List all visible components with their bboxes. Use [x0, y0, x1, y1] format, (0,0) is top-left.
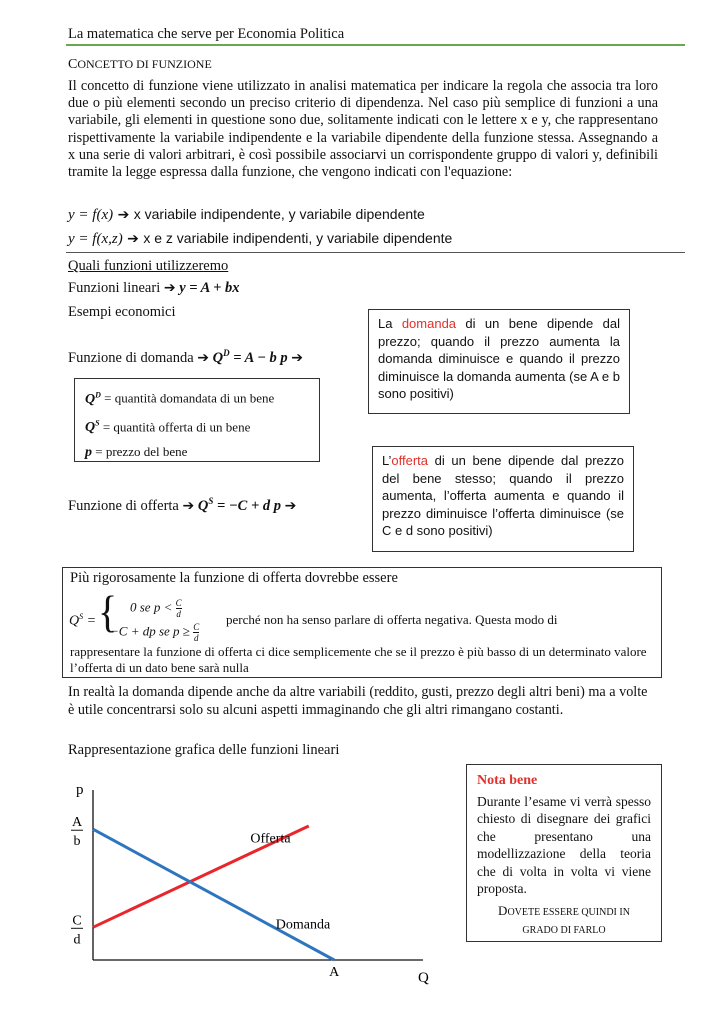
nota-bene-footer: DOVETE ESSERE QUINDI IN GRADO DI FARLO [498, 902, 630, 936]
legend-qd: $Q^D$ = quantità domandata di un bene [85, 390, 275, 407]
demand-function-row [68, 348, 303, 367]
y-tick-label-num: C [72, 913, 82, 929]
linear-functions-label: Funzioni lineari [68, 280, 161, 296]
linear-functions-row [68, 280, 240, 297]
section-title-rest: ONCETTO DI FUNZIONE [77, 57, 212, 71]
piecewise-brace: { [98, 586, 118, 637]
y-tick-label-num: A [71, 815, 83, 831]
header-divider [66, 44, 685, 46]
equation-2: y = f(x,z) [68, 231, 123, 247]
demand-highlight: domanda [401, 316, 457, 331]
piecewise-case-1: 0 se p < $\frac{C}{d}$ [130, 598, 182, 619]
rigorous-intro: Più rigorosamente la funzione di offerta dovrebbe essere [70, 570, 398, 586]
double-arrow-right-icon: ➔ [163, 280, 176, 296]
equation-row-2 [68, 230, 452, 248]
nota-bene-body: Durante l’esame vi verrà spesso chiesto di disegnare dei grafici che presentano una modellizzazione della teoria che di volta in volta vi viene proposta. [477, 793, 651, 896]
double-arrow-right-icon: ➔ [197, 349, 210, 366]
series-label-offerta: Offerta [250, 831, 291, 847]
section-title [68, 57, 212, 73]
supply-explanation-box: L’offerta di un bene dipende dal prezzo del bene stesso; quando il prezzo aumenta, l’offerta aumenta e quando il prezzo diminuisce l’offerta diminuisce (se C e d sono positivi) [372, 446, 634, 552]
x-axis-label: Q [418, 970, 429, 986]
symbols-legend-box [74, 378, 320, 462]
equation-1-text: x variabile indipendente, y variabile dipendente [133, 206, 425, 222]
supply-demand-chart [60, 770, 450, 988]
legend-qs: $Q^S$ = quantità offerta di un bene [85, 418, 251, 436]
supply-equation: $Q^S = -C + d$ p [197, 496, 281, 514]
double-arrow-right-icon: ➔ [291, 349, 303, 366]
piecewise-lhs: $Q^S$ = [69, 612, 97, 629]
legend-p: p = prezzo del bene [85, 444, 188, 461]
graph-title: Rappresentazione grafica delle funzioni lineari [68, 742, 340, 758]
intro-paragraph: Il concetto di funzione viene utilizzato in analisi matematica per indicare la regola che associa tra loro due o più elementi secondo un preciso criterio di dipendenza. Nel caso più semplice di funzioni a una variabile, gli elementi in questione sono due, solitamente indicati con le lettere x e y, che rappresentano rispettivamente la variabile indipendente e la variabile dipendente della funzione stessa. Assegnando a x una serie di valori arbitrari, è così possibile associarvi un corrispondente gruppo di valori y, definibili tramite la legge espressa dalla funzione, che vengono indicati con l'equazione: [68, 78, 658, 181]
demand-equation: $Q^D = A - b$ p [212, 348, 288, 366]
nota-bene-title: Nota bene [477, 773, 538, 788]
equation-1: y = f(x) [68, 207, 114, 223]
y-tick-label-den: b [73, 834, 81, 850]
y-tick-label-den: d [73, 932, 81, 948]
double-arrow-right-icon: ➔ [117, 207, 130, 223]
supply-function-label: Funzione di offerta [68, 497, 179, 514]
x-tick-label: A [329, 965, 340, 980]
piecewise-case-2: −C + dp se p ≥ $\frac{C}{d}$ [110, 622, 200, 643]
nota-bene-box [466, 764, 662, 942]
page-header: La matematica che serve per Economia Politica [68, 26, 345, 42]
demand-explanation-box: La domanda di un bene dipende dal prezzo; quando il prezzo aumenta la domanda diminuisce e quando il prezzo diminuisce la domanda aumenta (se A e b sono positivi) [368, 309, 630, 414]
supply-highlight: offerta [391, 453, 429, 468]
equation-row-1 [68, 206, 425, 224]
rigorous-tail: perché non ha senso parlare di offerta negativa. Questa modo di [226, 612, 558, 627]
demand-function-label: Funzione di domanda [68, 349, 194, 366]
double-arrow-right-icon: ➔ [284, 497, 297, 514]
rigorous-rest: rappresentare la funzione di offerta ci dice semplicemente che se il prezzo è più basso di un determinato valore l’offerta di un dato bene sarà nulla [70, 644, 647, 675]
double-arrow-right-icon: ➔ [182, 497, 195, 514]
series-label-domanda: Domanda [275, 917, 331, 933]
double-arrow-right-icon: ➔ [127, 231, 139, 247]
series-line-domanda [93, 829, 334, 960]
section-title-initial: C [68, 57, 78, 72]
economic-examples-label: Esempi economici [68, 304, 176, 320]
reality-paragraph: In realtà la domanda dipende anche da altre variabili (reddito, gusti, prezzo degli altri beni) ma a volte è utile concentrarsi solo su alcuni aspetti immaginando che gli altri rimangano costanti. [68, 684, 648, 718]
section-divider [66, 252, 685, 253]
equation-2-text: x e z variabile indipendenti, y variabile dipendente [143, 230, 453, 246]
y-axis-label: p [76, 782, 84, 798]
supply-function-row [68, 496, 296, 515]
linear-equation: y = A + bx [179, 280, 240, 296]
quali-title: Quali funzioni utilizzeremo [68, 258, 229, 274]
